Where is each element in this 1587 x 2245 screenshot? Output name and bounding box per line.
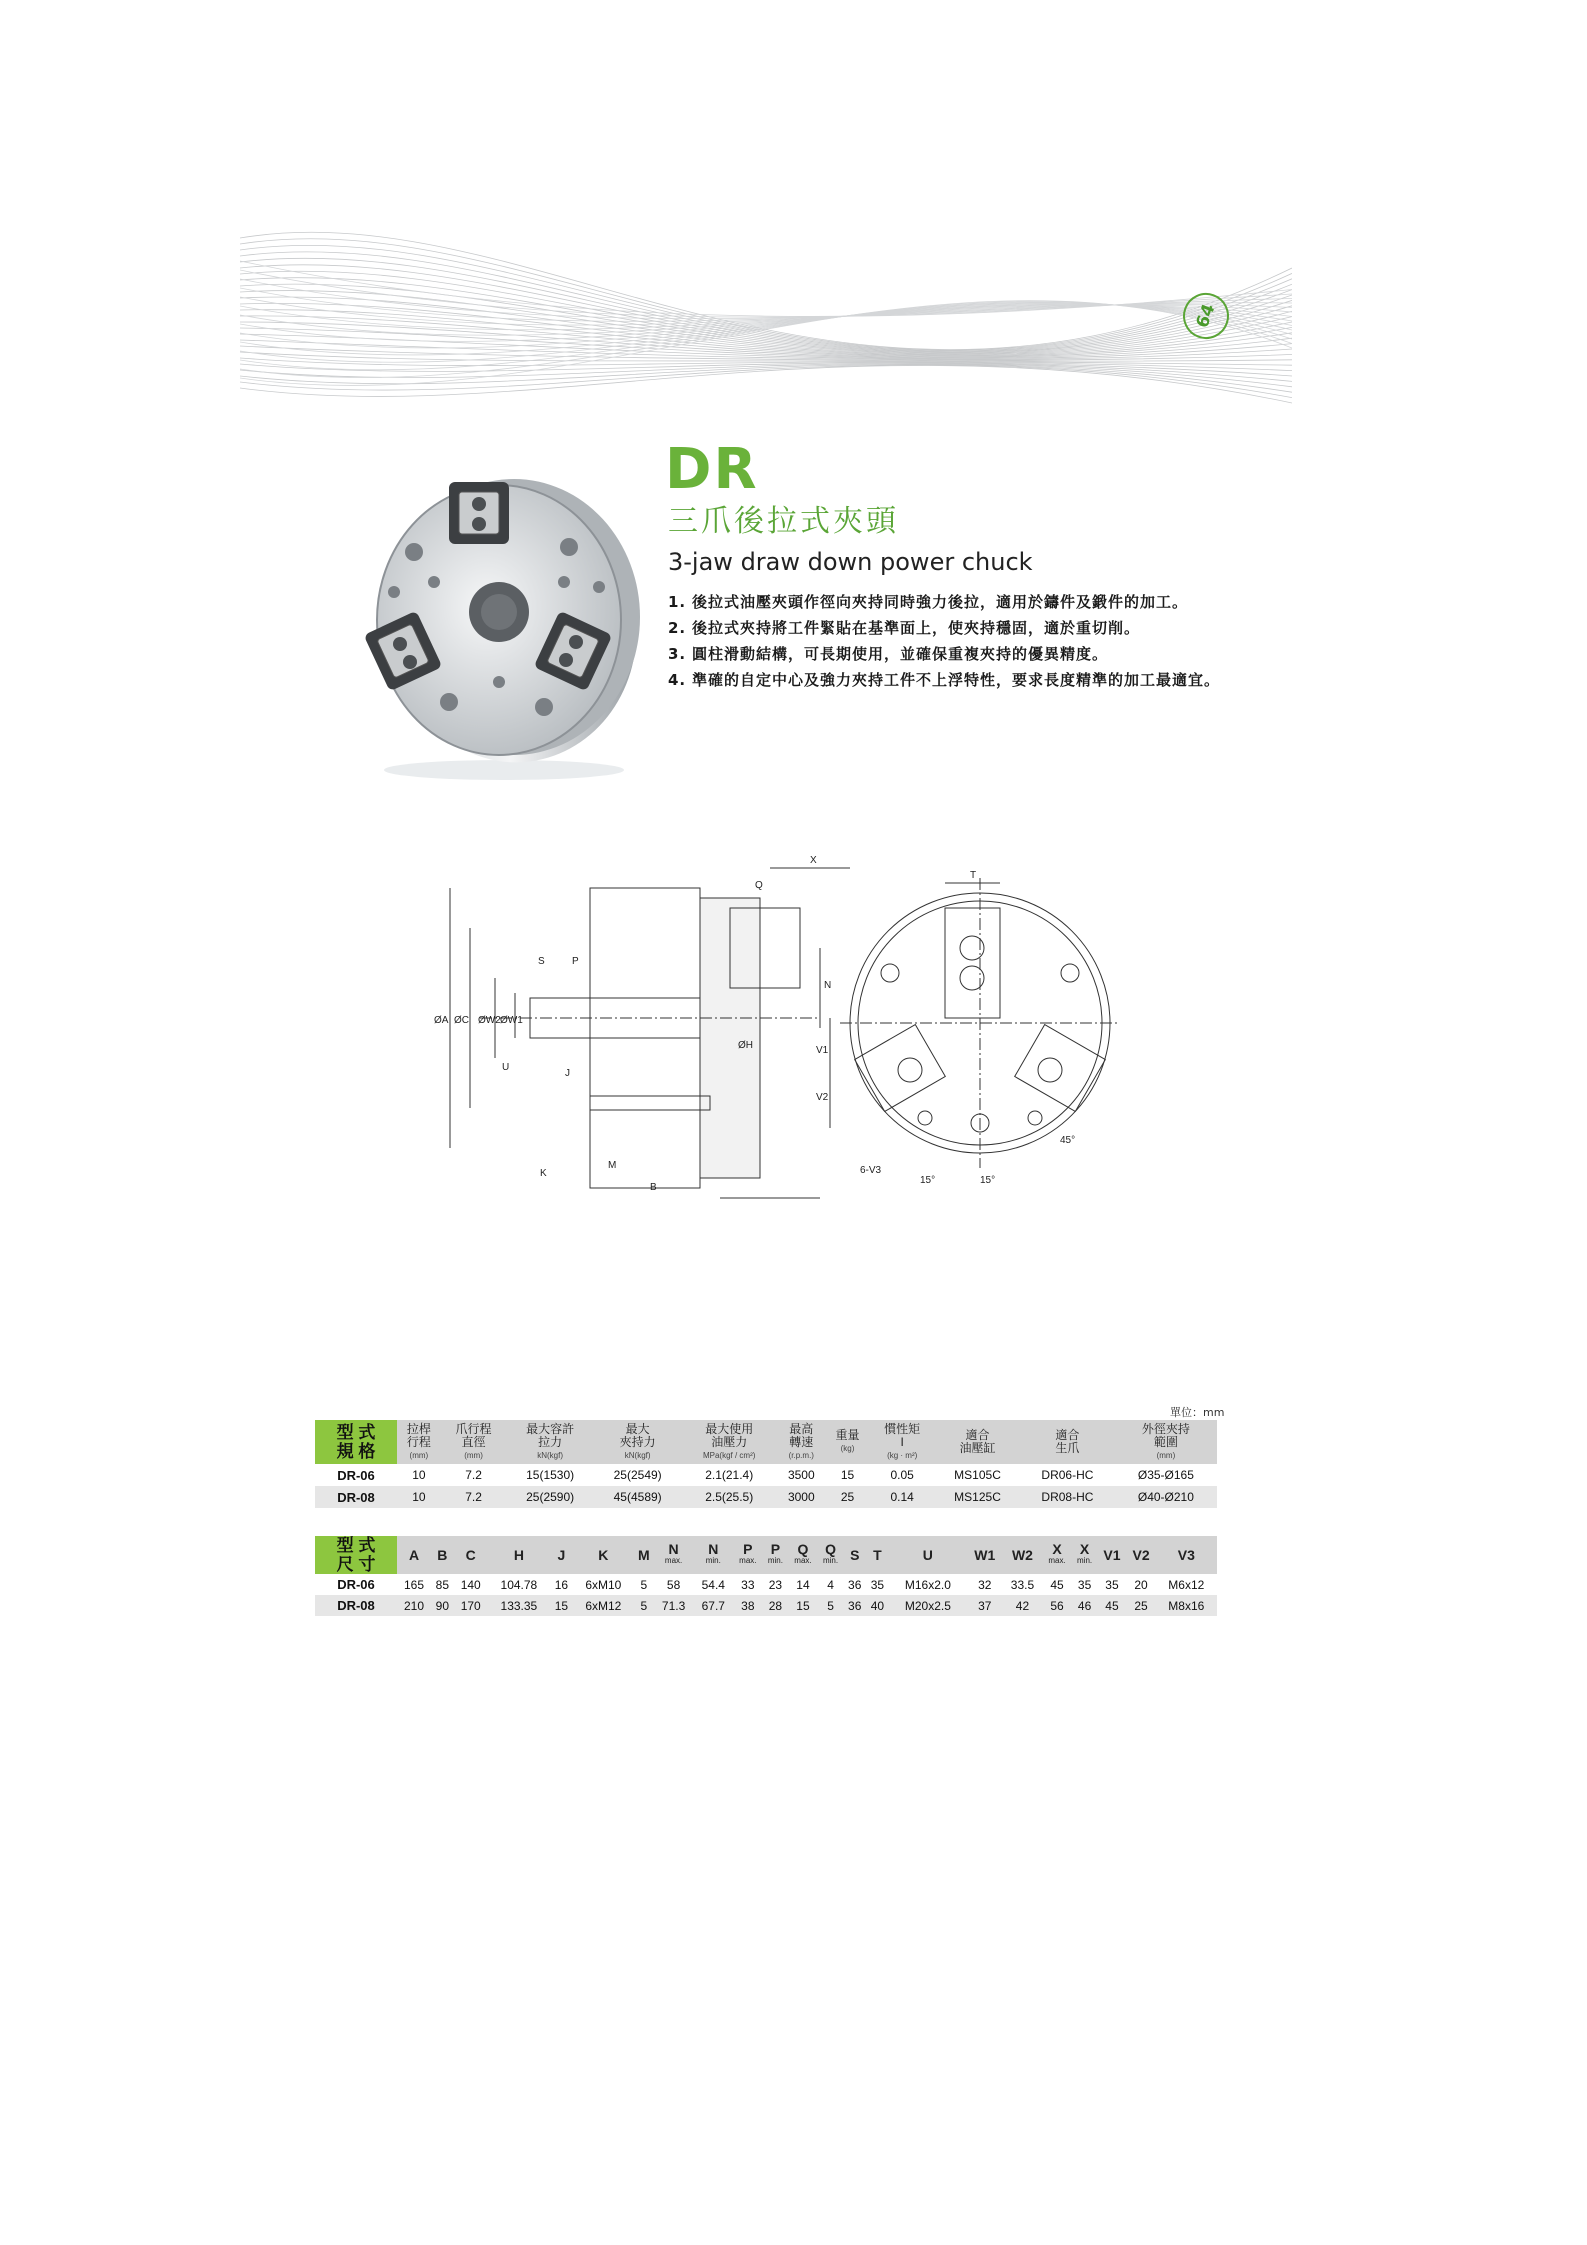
model-cell: DR-08 — [315, 1486, 397, 1508]
model-code: DR — [665, 437, 759, 502]
table-cell: 7.2 — [441, 1486, 507, 1508]
col-header: B — [431, 1536, 454, 1574]
col-header: C — [454, 1536, 488, 1574]
table-cell: 33 — [741, 1577, 755, 1592]
table-cell: 170 — [454, 1595, 488, 1616]
col-header: U — [889, 1536, 967, 1574]
table-header-row — [315, 1420, 1217, 1464]
dim-w1-label: ØW1 — [500, 1015, 523, 1026]
table-cell: 35 — [1105, 1577, 1119, 1592]
table-cell: Ø40-Ø210 — [1115, 1486, 1217, 1508]
col-header: 最大容許 拉力 kN(kgf) — [506, 1420, 594, 1464]
table-cell: 33.5 — [1010, 1577, 1035, 1592]
col-header: 最大使用 油壓力 MPa(kgf / cm²) — [681, 1420, 777, 1464]
product-title-zh: 三爪後拉式夾頭 — [668, 504, 899, 539]
table-cell: 2.1(21.4) — [705, 1468, 754, 1482]
table-cell: DR08-HC — [1020, 1486, 1115, 1508]
col-header: Q min. — [818, 1536, 844, 1574]
dim-n-label: N — [824, 980, 832, 991]
model-cell: DR-06 — [337, 1577, 375, 1592]
dim-h-label: ØH — [738, 1040, 753, 1051]
table-cell: 6xM12 — [573, 1595, 634, 1616]
table-cell: 46 — [1072, 1595, 1098, 1616]
table-cell: 16 — [554, 1577, 569, 1592]
table-cell: M20x2.5 — [889, 1595, 967, 1616]
dim-v3-label: 6-V3 — [860, 1165, 882, 1176]
table-cell: 15(1530) — [526, 1468, 575, 1482]
col-header: 慣性矩 I (kg · m²) — [869, 1420, 935, 1464]
table-cell: 140 — [460, 1577, 481, 1592]
table-cell: 2.5(25.5) — [681, 1486, 777, 1508]
table-cell: 0.14 — [869, 1486, 935, 1508]
table-cell: 58 — [666, 1577, 681, 1592]
table-cell: 25 — [1127, 1595, 1156, 1616]
col-header: W2 — [1003, 1536, 1043, 1574]
table-cell: 42 — [1003, 1595, 1043, 1616]
col-header: 適合 生爪 — [1020, 1420, 1115, 1464]
col-header: W1 — [967, 1536, 1003, 1574]
table-cell: 23 — [768, 1577, 783, 1592]
table-row — [315, 1464, 1217, 1486]
col-header: V3 — [1156, 1536, 1217, 1574]
table-cell: Ø35-Ø165 — [1137, 1468, 1194, 1482]
table-cell: 10 — [397, 1486, 441, 1508]
col-header: J — [550, 1536, 573, 1574]
col-header: 適合 油壓缸 — [935, 1420, 1020, 1464]
col-header: 重量 (kg) — [826, 1420, 870, 1464]
table-cell: 7.2 — [465, 1468, 482, 1482]
chuck-product-photo — [354, 452, 646, 782]
table-cell: 90 — [431, 1595, 454, 1616]
feature-item: 1. 後拉式油壓夾頭作徑向夾持同時強力後拉，適用於鑄件及鍛件的加工。 — [668, 593, 1189, 611]
model-cell: DR-06 — [337, 1467, 375, 1483]
col-header: K — [573, 1536, 634, 1574]
wave-line — [240, 232, 1292, 349]
dim-v1-label: V1 — [816, 1045, 829, 1056]
feature-item: 3. 圓柱滑動結構，可長期使用，並確保重複夾持的優異精度。 — [668, 645, 1109, 663]
table-cell: 15 — [788, 1595, 817, 1616]
col-header: 外徑夾持 範圍 (mm) — [1115, 1420, 1217, 1464]
dim-u-label: U — [502, 1062, 510, 1073]
table-cell: 3000 — [777, 1486, 826, 1508]
col-header: V2 — [1127, 1536, 1156, 1574]
col-header: P max. — [733, 1536, 762, 1574]
dim-t-label: T — [970, 870, 977, 881]
table-row — [315, 1595, 1217, 1616]
table-key-header: 型 式 尺 寸 — [315, 1536, 397, 1574]
table-cell: 45(4589) — [594, 1486, 682, 1508]
table-cell: 20 — [1134, 1577, 1148, 1592]
table-cell: 25 — [826, 1486, 870, 1508]
angle-45-label: 45° — [1060, 1135, 1076, 1146]
table-cell: 35 — [1077, 1577, 1092, 1592]
table-cell: 10 — [412, 1468, 426, 1482]
table-cell: M6x12 — [1168, 1577, 1205, 1592]
angle-15-right-label: 15° — [980, 1175, 996, 1186]
table-cell: 45 — [1050, 1577, 1064, 1592]
table-cell: 40 — [866, 1595, 889, 1616]
product-title-en: 3-jaw draw down power chuck — [668, 548, 1033, 576]
table-cell: 14 — [796, 1577, 810, 1592]
col-header: 最大 夾持力 kN(kgf) — [594, 1420, 682, 1464]
table-cell: 6xM10 — [585, 1577, 622, 1592]
col-header: S — [843, 1536, 866, 1574]
wave-banner — [240, 228, 1292, 428]
model-cell: DR-08 — [315, 1595, 397, 1616]
table-cell: 67.7 — [693, 1595, 733, 1616]
table-cell: 36 — [843, 1595, 866, 1616]
table-cell: 15 — [840, 1468, 855, 1482]
table-cell: 5 — [640, 1577, 648, 1592]
dim-w2-label: ØW2 — [478, 1015, 501, 1026]
technical-drawing — [420, 838, 1140, 1218]
table-cell: 133.35 — [488, 1595, 550, 1616]
dim-k-label: K — [540, 1168, 547, 1179]
col-header: X max. — [1042, 1536, 1071, 1574]
table-cell: 35 — [870, 1577, 885, 1592]
col-header: M — [634, 1536, 654, 1574]
col-header: H — [488, 1536, 550, 1574]
dimension-table — [315, 1536, 1217, 1616]
table-cell: 36 — [848, 1577, 862, 1592]
table-cell: 25(2549) — [613, 1468, 662, 1482]
table-cell: 5 — [818, 1595, 844, 1616]
dim-q-label: Q — [755, 880, 763, 891]
dim-b-label: B — [650, 1182, 657, 1193]
table-cell: DR06-HC — [1041, 1468, 1094, 1482]
table-cell: 210 — [397, 1595, 431, 1616]
col-header: Q max. — [788, 1536, 817, 1574]
table-cell: 165 — [403, 1577, 425, 1592]
table-cell: 3500 — [787, 1468, 815, 1482]
table-cell: 71.3 — [654, 1595, 694, 1616]
table-cell: 25(2590) — [506, 1486, 594, 1508]
table-cell: 56 — [1042, 1595, 1071, 1616]
table-cell: 28 — [763, 1595, 789, 1616]
dim-j-label: J — [565, 1068, 570, 1079]
unit-note: 單位：mm — [1170, 1406, 1225, 1419]
dim-m-label: M — [608, 1160, 617, 1171]
dim-c-label: ØC — [454, 1015, 469, 1026]
table-row — [315, 1574, 1217, 1595]
table-header-row — [315, 1536, 1217, 1574]
table-cell: MS105C — [954, 1468, 1001, 1482]
col-header: N min. — [693, 1536, 733, 1574]
dim-a-label: ØA — [434, 1015, 449, 1026]
angle-15-left-label: 15° — [920, 1175, 936, 1186]
table-cell: 54.4 — [701, 1577, 725, 1592]
dim-s-label: S — [538, 956, 545, 967]
dim-v2-label: V2 — [816, 1092, 829, 1103]
col-header: A — [397, 1536, 431, 1574]
table-cell: MS125C — [935, 1486, 1020, 1508]
table-cell: 37 — [967, 1595, 1003, 1616]
col-header: T — [866, 1536, 889, 1574]
col-header: V1 — [1097, 1536, 1126, 1574]
table-cell: 15 — [550, 1595, 573, 1616]
feature-list — [668, 590, 1228, 694]
wave-line — [240, 364, 1292, 392]
table-cell: M16x2.0 — [904, 1577, 951, 1592]
table-row — [315, 1486, 1217, 1508]
table-cell: 45 — [1097, 1595, 1126, 1616]
table-cell: 104.78 — [500, 1577, 538, 1592]
col-header: P min. — [763, 1536, 789, 1574]
wave-line — [240, 303, 1292, 356]
wave-line — [240, 279, 1292, 319]
col-header: 爪行程 直徑 (mm) — [441, 1420, 507, 1464]
col-header: N max. — [654, 1536, 694, 1574]
page-number-badge: 64 — [1177, 287, 1236, 346]
table-cell: 5 — [634, 1595, 654, 1616]
col-header: X min. — [1072, 1536, 1098, 1574]
table-key-header: 型 式 規 格 — [315, 1420, 397, 1464]
feature-item: 2. 後拉式夾持將工件緊貼在基準面上，使夾持穩固，適於重切削。 — [668, 619, 1141, 637]
table-cell: 85 — [435, 1577, 450, 1592]
col-header: 最高 轉速 (r.p.m.) — [777, 1420, 826, 1464]
dim-x-label: X — [810, 855, 817, 866]
table-cell: 38 — [733, 1595, 762, 1616]
table-cell: 0.05 — [890, 1468, 914, 1482]
feature-item: 4. 準確的自定中心及強力夾持工件不上浮特性，要求長度精準的加工最適宜。 — [668, 671, 1221, 689]
dim-p-label: P — [572, 956, 579, 967]
table-cell: M8x16 — [1156, 1595, 1217, 1616]
specification-table — [315, 1420, 1217, 1508]
table-cell: 4 — [827, 1577, 834, 1592]
col-header: 拉桿 行程 (mm) — [397, 1420, 441, 1464]
table-cell: 32 — [978, 1577, 992, 1592]
